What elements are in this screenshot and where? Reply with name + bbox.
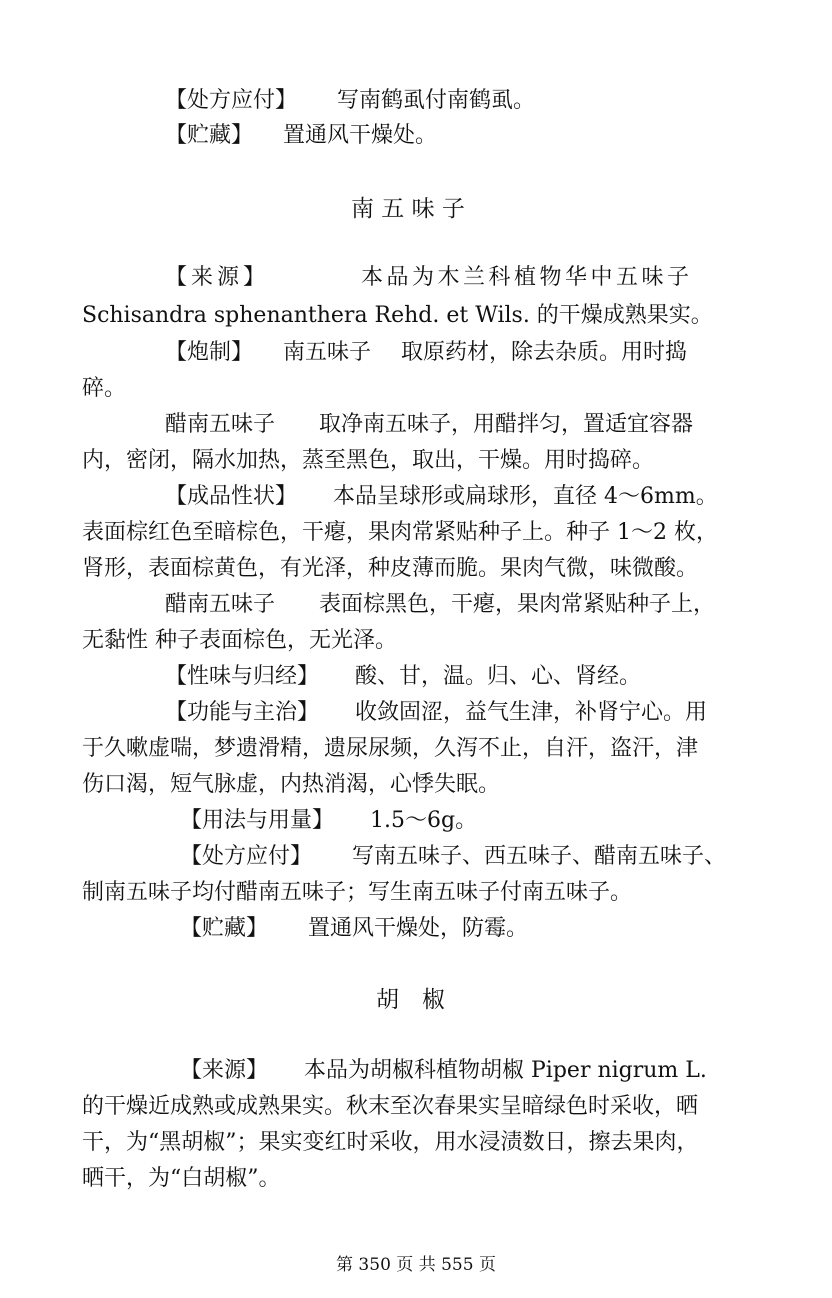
section-text: 酸、甘，温。归、心、肾经。 <box>355 664 642 689</box>
section-text: 置通风干燥处，防霉。 <box>308 916 529 941</box>
dispensing-line <box>180 842 726 872</box>
section-text: 取净南五味子，用醋拌匀，置适宜容器 <box>319 412 694 437</box>
vinegar-processing-line <box>165 410 693 440</box>
section-text: 收敛固涩，益气生津，补肾宁心。用 <box>355 700 708 725</box>
dispensing-line-2: 制南五味子均付醋南五味子；写生南五味子付南五味子。 <box>82 880 633 905</box>
source-line-2: Schisandra sphenanthera Rehd. et Wils. 的干燥成熟果实。 <box>82 303 713 328</box>
section-tag: 【贮藏】 <box>165 123 254 148</box>
appearance-line <box>165 482 718 512</box>
appearance-line-2: 表面棕红色至暗棕色，干瘪，果肉常紧贴种子上。种子 1～2 枚， <box>82 520 718 545</box>
section-tag: 【处方应付】 <box>165 88 298 113</box>
processing-line-2: 碎。 <box>82 376 127 401</box>
vinegar-appearance-line <box>165 590 715 620</box>
section-tag: 【性味与归经】 <box>165 664 320 689</box>
section-tag: 【成品性状】 <box>165 484 298 509</box>
section-tag: 【功能与主治】 <box>165 700 320 725</box>
section-tag: 【来源】 <box>180 1058 269 1083</box>
processing-line <box>165 338 687 368</box>
section-tag: 【来源】 <box>165 265 270 290</box>
function-line-3: 伤口渴，短气脉虚，内热消渴，心悸失眠。 <box>82 772 501 797</box>
entry-title: 南 五 味 子 <box>351 196 465 222</box>
property-line <box>165 662 641 692</box>
page-number: 第 350 页 共 555 页 <box>336 1255 496 1275</box>
source-line <box>180 1056 707 1086</box>
section-text: 置通风干燥处。 <box>283 123 438 148</box>
section-tag: 【炮制】 <box>165 340 254 365</box>
section-tag: 【用法与用量】 <box>180 808 335 833</box>
vinegar-processing-line-2: 内，密闭，隔水加热，蒸至黑色，取出，干燥。用时捣碎。 <box>82 448 655 473</box>
section-text: 写南五味子、西五味子、醋南五味子、 <box>352 844 727 869</box>
method-name: 醋南五味子 <box>165 412 276 437</box>
section-text: 本品呈球形或扁球形，直径 4～6mm。 <box>333 484 718 509</box>
method-name: 南五味子 <box>283 340 372 365</box>
dispensing-line <box>165 86 535 116</box>
section-text: 1.5～6g。 <box>370 808 478 833</box>
section-text: 写南鹤虱付南鹤虱。 <box>337 88 536 113</box>
appearance-line-3: 肾形，表面棕黄色，有光泽，种皮薄而脆。果肉气微，味微酸。 <box>82 556 699 581</box>
function-line <box>165 698 707 728</box>
section-tag: 【贮藏】 <box>180 916 269 941</box>
source-line <box>165 263 750 293</box>
section-text: 本品为胡椒科植物胡椒 Piper nigrum L. <box>304 1058 707 1083</box>
section-text: 本品为木兰科植物华中五味子 <box>361 265 693 290</box>
storage-line <box>180 914 528 944</box>
section-tag: 【处方应付】 <box>180 844 313 869</box>
method-name: 醋南五味子 <box>165 592 276 617</box>
storage-line <box>165 121 437 151</box>
section-text: 表面棕黑色，干瘪，果肉常紧贴种子上， <box>319 592 716 617</box>
source-line-2: 的干燥近成熟或成熟果实。秋末至次春果实呈暗绿色时采收，晒 <box>82 1094 699 1119</box>
vinegar-appearance-line-2: 无黏性 种子表面棕色，无光泽。 <box>82 628 397 653</box>
source-line-3: 干，为“黑胡椒”；果实变红时采收，用水浸渍数日，擦去果肉， <box>82 1130 699 1155</box>
dosage-line <box>180 806 477 836</box>
source-line-4: 晒干，为“白胡椒”。 <box>82 1166 281 1191</box>
section-text: 取原药材，除去杂质。用时捣 <box>401 340 688 365</box>
function-line-2: 于久嗽虚喘，梦遗滑精，遗尿尿频，久泻不止，自汗，盗汗，津 <box>82 736 699 761</box>
entry-title: 胡 椒 <box>376 987 445 1013</box>
